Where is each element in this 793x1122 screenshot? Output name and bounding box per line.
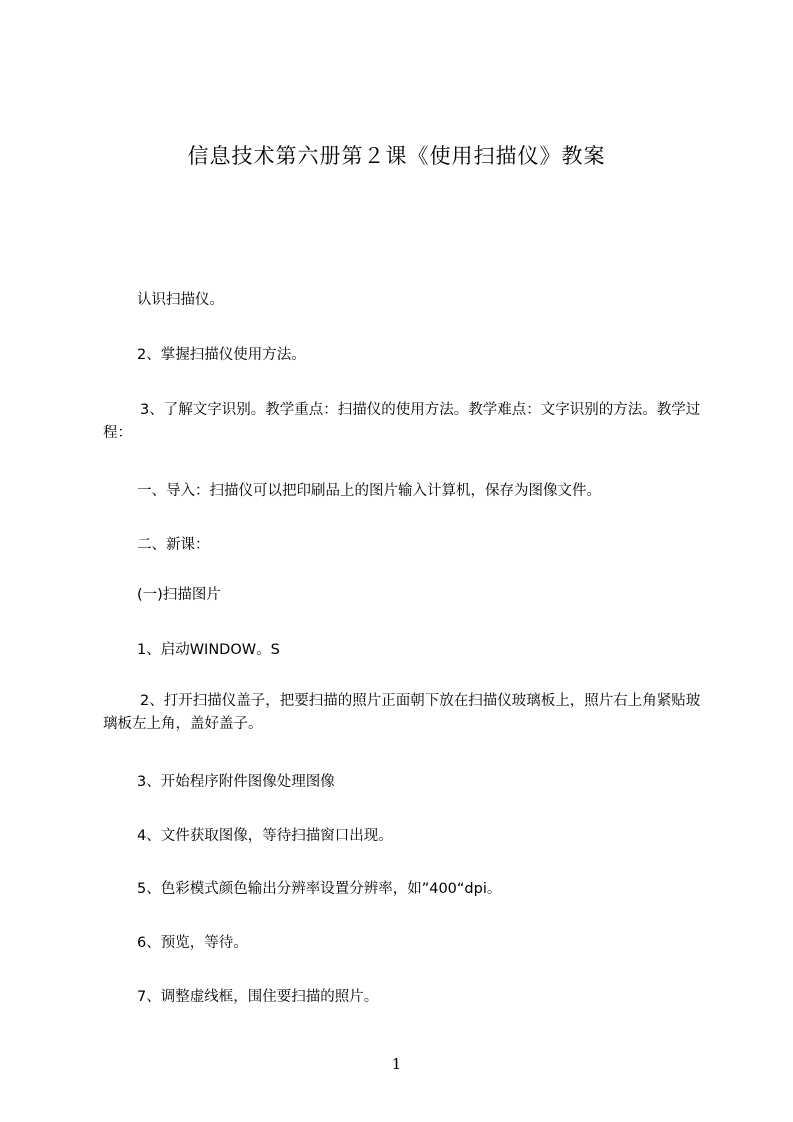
paragraph-step-5: 5、色彩模式颜色输出分辨率设置分辨率，如”400“dpi。	[137, 881, 502, 897]
paragraph-text-recognition: 3、了解文字识别。教学重点：扫描仪的使用方法。教学难点：文字识别的方法。教学过程：	[103, 402, 701, 441]
paragraph-step-1: 1、启动WINDOW。S	[137, 642, 280, 658]
paragraph-usage-method: 2、掌握扫描仪使用方法。	[137, 347, 306, 363]
page-number: 1	[391, 1055, 402, 1073]
paragraph-scan-picture-heading: (一)扫描图片	[137, 587, 221, 603]
paragraph-step-7: 7、调整虚线框，围住要扫描的照片。	[137, 989, 379, 1005]
paragraph-recognize-scanner: 认识扫描仪。	[137, 292, 224, 308]
paragraph-step-3: 3、开始程序附件图像处理图像	[137, 774, 335, 790]
paragraph-step-2: 2、打开扫描仪盖子，把要扫描的照片正面朝下放在扫描仪玻璃板上，照片右上角紧贴玻璃板左上角，盖好盖子。	[103, 693, 701, 732]
paragraph-step-4: 4、文件获取图像，等待扫描窗口出现。	[137, 828, 393, 844]
document-title: 信息技术第六册第２课《使用扫描仪》教案	[187, 144, 606, 168]
paragraph-introduction: 一、导入：扫描仪可以把印刷品上的图片输入计算机，保存为图像文件。	[137, 483, 601, 499]
paragraph-step-6: 6、预览，等待。	[137, 935, 248, 951]
paragraph-new-lesson: 二、新课：	[137, 537, 210, 553]
